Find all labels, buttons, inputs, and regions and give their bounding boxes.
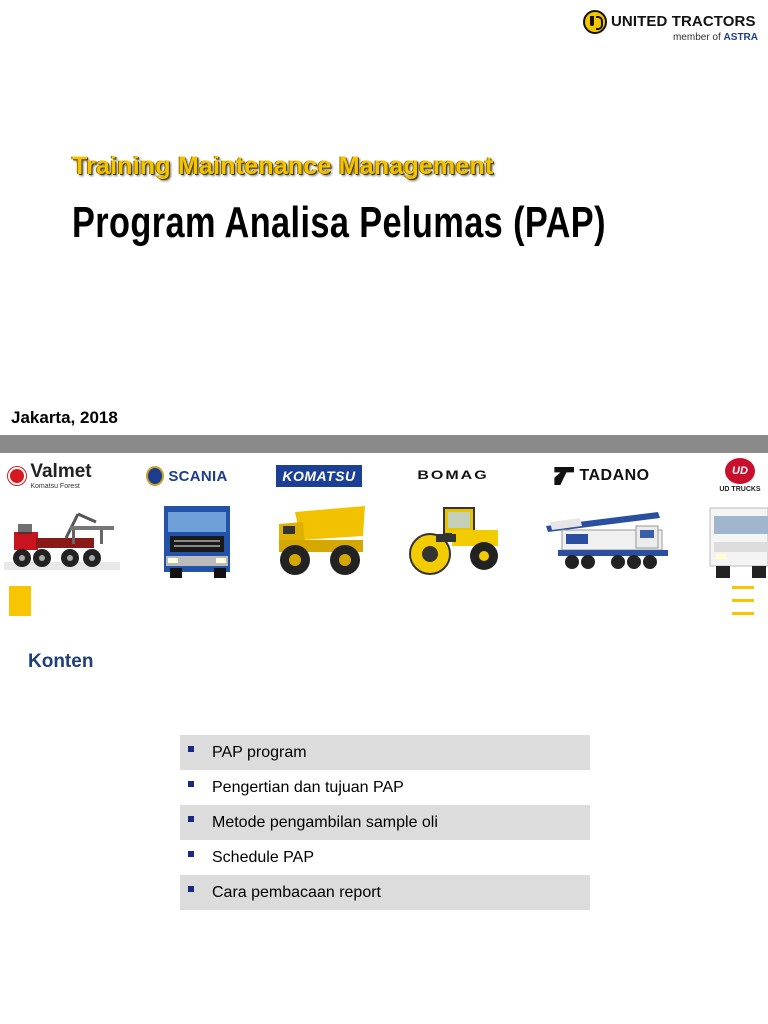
slide-subtitle: Training Maintenance Management	[72, 152, 494, 180]
content-item-label: Metode pengambilan sample oli	[212, 813, 438, 831]
square-bullet-icon	[188, 851, 194, 857]
content-item-label: PAP program	[212, 743, 307, 761]
komatsu-name: KOMATSU	[276, 465, 361, 487]
valmet-logo	[0, 458, 100, 494]
content-item-pap-program	[180, 735, 590, 770]
scania-truck-image	[160, 500, 236, 580]
valmet-name: Valmet	[30, 461, 92, 482]
content-list	[180, 735, 590, 910]
content-item-cara-pembacaan	[180, 875, 590, 910]
content-item-metode	[180, 805, 590, 840]
tadano-name: TADANO	[579, 467, 650, 484]
menu-icon-bar	[732, 586, 754, 589]
komatsu-dump-truck-image	[275, 500, 367, 580]
content-item-label: Schedule PAP	[212, 848, 314, 866]
content-item-pengertian	[180, 770, 590, 805]
bomag-name: BOMAG	[417, 469, 489, 482]
komatsu-logo	[270, 458, 368, 494]
ud-truck-image	[708, 500, 768, 580]
ud-trucks-logo	[712, 454, 768, 496]
forest-machine-image	[0, 500, 124, 580]
menu-icon-bar	[732, 612, 754, 615]
place-date: Jakarta, 2018	[11, 408, 118, 427]
united-tractors-logo	[583, 8, 758, 48]
content-item-label: Pengertian dan tujuan PAP	[212, 778, 404, 796]
accent-block	[9, 586, 31, 616]
member-brand: ASTRA	[723, 32, 758, 43]
scania-logo	[136, 458, 238, 494]
member-of-astra	[673, 32, 758, 43]
ut-emblem-icon	[583, 10, 607, 34]
tadano-crane-image	[542, 500, 674, 580]
member-prefix: member of	[672, 32, 721, 43]
scania-griffin-icon	[146, 466, 164, 486]
content-item-label: Cara pembacaan report	[212, 883, 381, 901]
section-title: Konten	[28, 651, 94, 672]
ud-trucks-name: UD TRUCKS	[719, 485, 761, 493]
bomag-logo	[408, 458, 498, 494]
company-name: UNITED TRACTORS	[611, 13, 756, 30]
square-bullet-icon	[188, 816, 194, 822]
tadano-logo	[548, 458, 656, 494]
menu-icon[interactable]	[732, 584, 754, 618]
tadano-mark-icon	[554, 467, 574, 485]
ud-emblem: UD	[725, 458, 755, 484]
valmet-emblem-icon	[8, 467, 26, 485]
valmet-subtitle: Komatsu Forest	[30, 483, 80, 490]
square-bullet-icon	[188, 781, 194, 787]
square-bullet-icon	[188, 746, 194, 752]
divider-band	[0, 435, 768, 453]
slide-title: Program Analisa Pelumas (PAP)	[72, 198, 606, 247]
menu-icon-bar	[732, 599, 754, 602]
content-item-schedule	[180, 840, 590, 875]
bomag-roller-image	[408, 500, 504, 580]
scania-name: SCANIA	[168, 467, 228, 485]
square-bullet-icon	[188, 886, 194, 892]
